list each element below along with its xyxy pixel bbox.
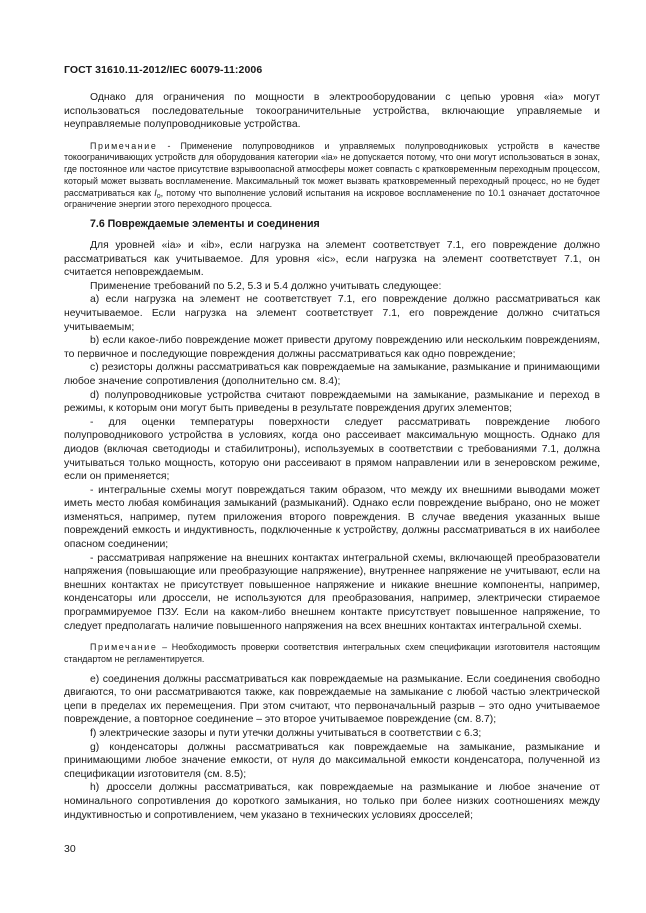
- intro-paragraph: Однако для ограничения по мощности в электрооборудовании с цепью уровня «ia» могут использоваться последовательные токоограничительные устройства, включающие управляемые и неуправляемые полупроводниковые устройства.: [64, 92, 600, 131]
- note-text-after: , потому что выполнение условий испытания на искровое воспламенение по 10.1 означает достаточное ограничение энергии этого переходного процесса.: [64, 187, 600, 210]
- list-item-g: g) конденсаторы должны рассматриваться как повреждаемые на замыкание, размыкание и принимающими любое значение емкости, от нуля до максимальной емкости конденсатора, полученной из спецификации изготовителя (см. 8.5);: [64, 741, 600, 780]
- note-text-before: - Применение полупроводников и управляемых полупроводниковых устройств в качестве токоограничивающих устройств для оборудования категории «ia» не допускается потому, что они могут использоваться в зонах, где постоянное или частое присутствие взрывоопасной атмосферы может совпасть с кратковременным переходным процессом, который может вызвать воспламенение. Максимальный ток может вызвать кратковременный переходный процесс, но не будет рассматриваться как: [64, 140, 600, 198]
- list-item-b: b) если какое-либо повреждение может привести другому повреждению или нескольким повреждениям, то первичное и последующие повреждения должны рассматриваться как одно повреждение;: [64, 335, 600, 360]
- note-label: Примечание: [90, 642, 158, 653]
- page-content: [64, 91, 600, 822]
- list-item-c: с) резисторы должны рассматриваться как повреждаемые на замыкание, размыкание и принимающими любое значение сопротивления (дополнительно см. 8.4);: [64, 362, 600, 387]
- note-2: [64, 642, 600, 665]
- current-variable-subscript: o: [156, 192, 161, 200]
- dash-item: - для оценки температуры поверхности следует рассматривать повреждение любого полупроводникового устройства в условиях, когда оно рассеивает максимальную мощность. Однако для диодов (включая светодиоды и стабилитроны), используемых в соответствии с требованиями 7.1, должна учитываться только мощность, которую они рассеивают в прямом направлении или в зенеровском режиме, если он применяется;: [64, 416, 600, 483]
- paragraph: Применение требований по 5.2, 5.3 и 5.4 должно учитывать следующее:: [90, 280, 442, 292]
- note-1: [64, 141, 600, 211]
- list-item-e: е) соединения должны рассматриваться как повреждаемые на размыкание. Если соединения свободно двигаются, то они рассматриваются также, как повреждаемые на замыкание с любой частью электрической цепи в пределах их перемещения. При этом считают, что первоначальный разрыв – это одно учитываемое повреждение, а повторное соединение – это второе учитываемое повреждение (см. 8.7);: [64, 673, 600, 726]
- note-label: Примечание: [90, 140, 158, 151]
- paragraph: Для уровней «ia» и «ib», если нагрузка на элемент соответствует 7.1, его повреждение должно рассматриваться как учитываемое. Для уровня «ic», если нагрузка на элемент соответствует 7.1, он считается неповреждаемым.: [64, 240, 600, 279]
- list-item-a: а) если нагрузка на элемент не соответствует 7.1, его повреждение должно рассматриваться как неучитываемое. Если нагрузка на элемент соответствует 7.1, его повреждение должно считаться учитываемым;: [64, 294, 600, 333]
- document-header: ГОСТ 31610.11-2012/IEC 60079-11:2006: [64, 64, 263, 76]
- list-item-h: h) дроссели должны рассматриваться, как повреждаемые на размыкание и любое значение от номинального сопротивления до короткого замыкания, но только при более низких соотношениях между индуктивностью и сопротивлением, чем указано в технических условиях дросселей;: [64, 782, 600, 821]
- section-heading: 7.6 Повреждаемые элементы и соединения: [90, 218, 320, 230]
- current-variable: I: [154, 187, 157, 198]
- list-item-d: d) полупроводниковые устройства считают повреждаемыми на замыкание, размыкание и переход в режимы, к которым они могут быть приведены в результате повреждения других элементов;: [64, 389, 600, 415]
- list-item-f: f) электрические зазоры и пути утечки должны учитываться в соответствии с 6.3;: [90, 728, 482, 739]
- note-text: – Необходимость проверки соответствия интегральных схем спецификации изготовителя настоящим стандартом не регламентируется.: [64, 642, 600, 664]
- dash-item: - рассматривая напряжение на внешних контактах интегральной схемы, включающей преобразователи напряжения (повышающие или преобразующие напряжение), внутреннее напряжение не учитывают, если на внешних контактах не присутствует повышенное напряжение и никакие внешние компоненты, например, конденсаторы или дроссели, не используются для преобразования, например, электрически стираемое программируемое ПЗУ. Если на каком-либо внешнем контакте присутствует повышенное напряжение, то следует предполагать наличие повышенного напряжения на всех внешних контактах интегральной схемы.: [64, 552, 600, 632]
- page-number: 30: [64, 843, 76, 855]
- dash-item: - интегральные схемы могут повреждаться таким образом, что между их внешними выводами может иметь место любая комбинация замыканий (размыканий). Однако если повреждение выбрано, оно не может изменяться, например, путем приложения второго повреждения. В случае введения указанных выше повреждений емкость и индуктивность, подключенные к устройству, должны рассматриваться в их наиболее опасном соединении;: [64, 484, 600, 551]
